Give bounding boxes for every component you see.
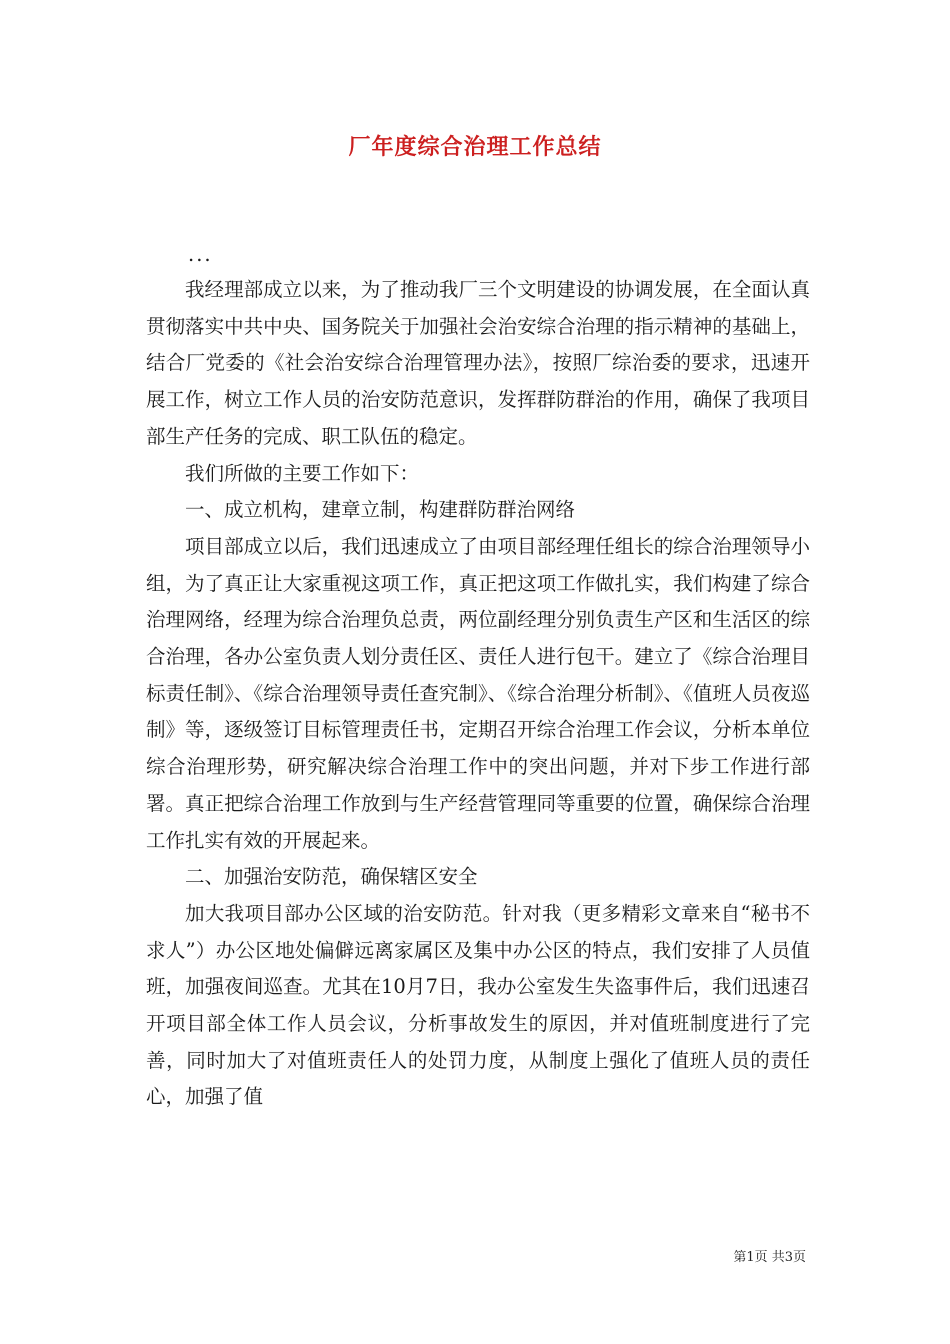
- paragraph-section-2: 加大我项目部办公区域的治安防范。针对我（更多精彩文章来自“秘书不求人”）办公区地处偏僻远离家属区及集中办公区的特点，我们安排了人员值班，加强夜间巡查。尤其在10月7日，我办公室发生失盗事件后，我们迅速召开项目部全体工作人员会议，分析事故发生的原因，并对值班制度进行了完善，同时加大了对值班责任人的处罚力度，从制度上强化了值班人员的责任心，加强了值: [146, 901, 810, 1109]
- paragraph-main-work: 我们所做的主要工作如下：: [185, 461, 420, 485]
- section-heading-2: 二、加强治安防范，确保辖区安全: [185, 865, 478, 889]
- document-title: 厂年度综合治理工作总结: [348, 134, 602, 160]
- ellipsis-marker: ...: [188, 243, 213, 266]
- page-number: 第1页 共3页: [733, 1250, 806, 1265]
- section-heading-1: 一、成立机构，建章立制，构建群防群治网络: [185, 498, 576, 522]
- paragraph-intro: 我经理部成立以来，为了推动我厂三个文明建设的协调发展，在全面认真贯彻落实中共中央、国务院关于加强社会治安综合治理的指示精神的基础上，结合厂党委的《社会治安综合治理管理办法》，按照厂综治委的要求，迅速开展工作，树立工作人员的治安防范意识，发挥群防群治的作用，确保了我项目部生产任务的完成、职工队伍的稳定。: [146, 278, 810, 448]
- paragraph-section-1: 项目部成立以后，我们迅速成立了由项目部经理任组长的综合治理领导小组，为了真正让大家重视这项工作，真正把这项工作做扎实，我们构建了综合治理网络，经理为综合治理负总责，两位副经理分别负责生产区和生活区的综合治理，各办公室负责人划分责任区、责任人进行包干。建立了《综合治理目标责任制》、《综合治理领导责任查究制》、《综合治理分析制》、《值班人员夜巡制》等，逐级签订目标管理责任书，定期召开综合治理工作会议，分析本单位综合治理形势，研究解决综合治理工作中的突出问题，并对下步工作进行部署。真正把综合治理工作放到与生产经营管理同等重要的位置，确保综合治理工作扎实有效的开展起来。: [146, 534, 810, 852]
- document-body: [146, 240, 810, 1116]
